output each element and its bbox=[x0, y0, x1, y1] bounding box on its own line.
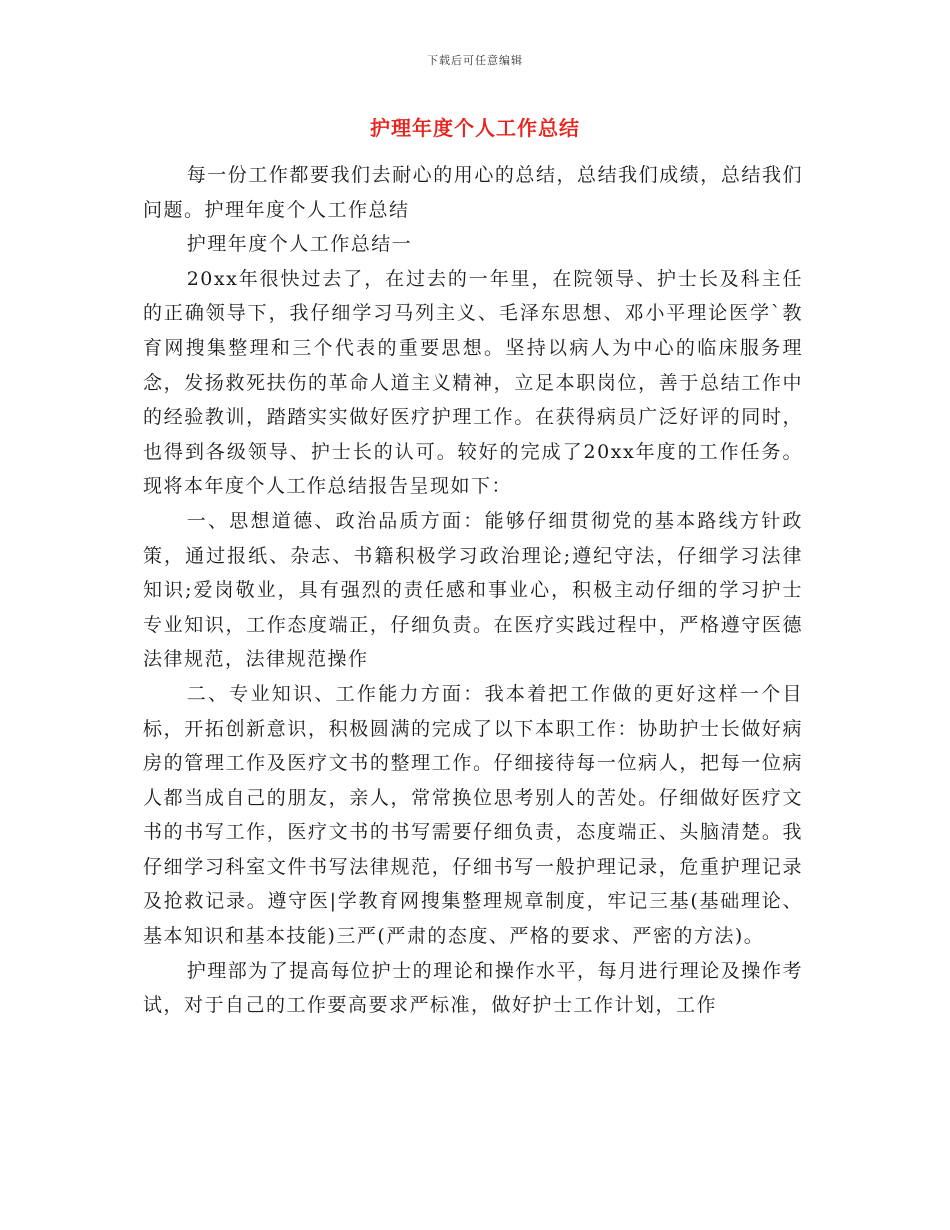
document-body bbox=[143, 158, 803, 1023]
page-header: 下载后可任意编辑 bbox=[427, 54, 523, 67]
document-title: 护理年度个人工作总结 bbox=[370, 116, 580, 140]
paragraph-intro: 每一份工作都要我们去耐心的用心的总结，总结我们成绩，总结我们问题。护理年度个人工作总结 bbox=[143, 164, 803, 221]
paragraph-training: 护理部为了提高每位护士的理论和操作水平，每月进行理论及操作考试，对于自己的工作要高要求严标准，做好护士工作计划，工作 bbox=[143, 959, 803, 1017]
paragraph-overview: 20xx年很快过去了，在过去的一年里，在院领导、护士长及科主任的正确领导下，我仔细学习马列主义、毛泽东思想、邓小平理论医学`教育网搜集整理和三个代表的重要思想。坚持以病人为中心的临床服务理念，发扬救死扶伤的革命人道主义精神，立足本职岗位，善于总结工作中的经验教训，踏踏实实做好医疗护理工作。在获得病员广泛好评的同时，也得到各级领导、护士长的认可。较好的完成了20xx年度的工作任务。现将本年度个人工作总结报告呈现如下： bbox=[143, 267, 803, 498]
section-heading: 护理年度个人工作总结一 bbox=[186, 233, 413, 256]
paragraph-professional: 二、专业知识、工作能力方面：我本着把工作做的更好这样一个目标，开拓创新意识，积极圆满的完成了以下本职工作：协助护士长做好病房的管理工作及医疗文书的整理工作。仔细接待每一位病人，把每一位病人都当成自己的朋友，亲人，常常换位思考别人的苦处。仔细做好医疗文书的书写工作，医疗文书的书写需要仔细负责，态度端正、头脑清楚。我仔细学习科室文件书写法律规范，仔细书写一般护理记录，危重护理记录及抢救记录。遵守医|学教育网搜集整理规章制度，牢记三基(基础理论、基本知识和基本技能)三严(严肃的态度、严格的要求、严密的方法)。 bbox=[143, 682, 803, 948]
paragraph-ideology: 一、思想道德、政治品质方面：能够仔细贯彻党的基本路线方针政策，通过报纸、杂志、书籍积极学习政治理论;遵纪守法，仔细学习法律知识;爱岗敬业，具有强烈的责任感和事业心，积极主动仔细的学习护士专业知识，工作态度端正，仔细负责。在医疗实践过程中，严格遵守医德法律规范，法律规范操作 bbox=[143, 509, 803, 671]
